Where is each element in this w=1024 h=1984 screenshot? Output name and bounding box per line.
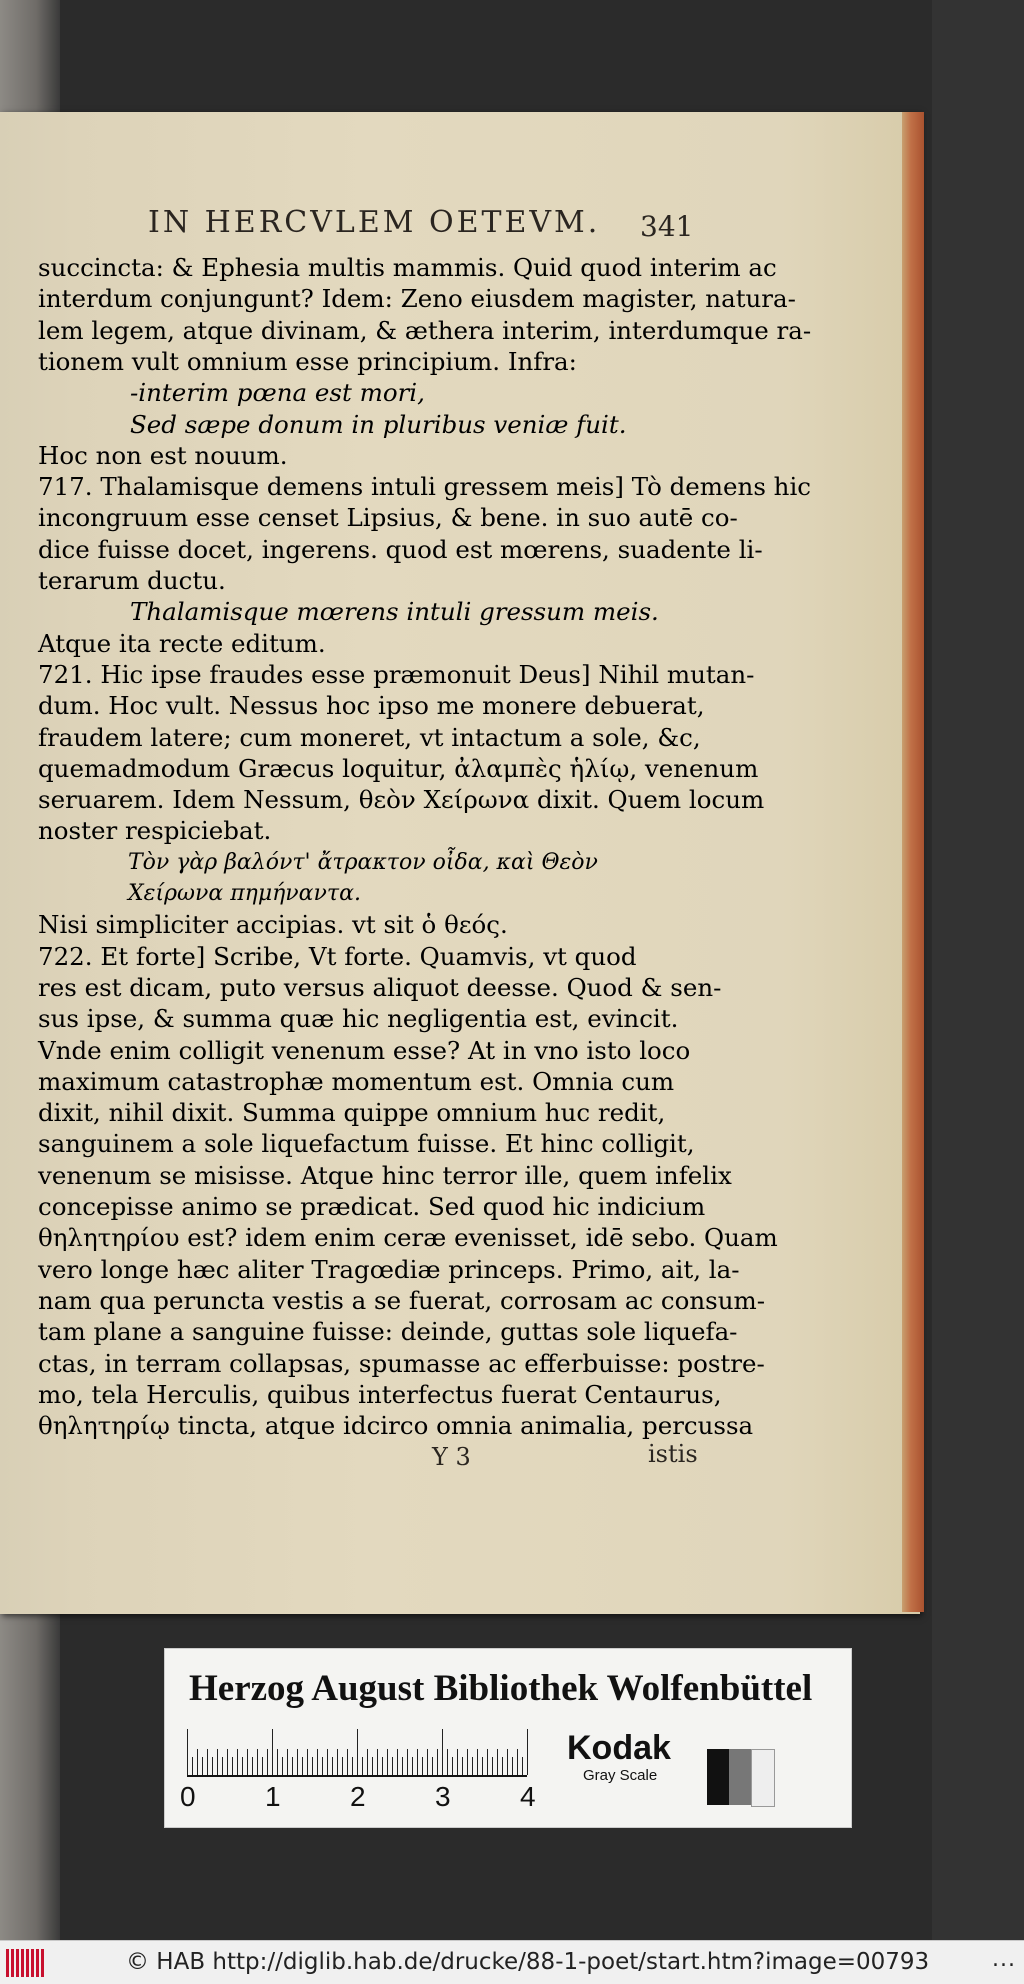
ruler-tick	[267, 1749, 268, 1775]
text-line: noster respiciebat.	[38, 816, 272, 846]
text-line: Atque ita recte editum.	[38, 628, 326, 658]
text-line: sanguinem a sole liquefactum fuisse. Et hinc colligit,	[38, 1129, 695, 1159]
ruler-tick	[217, 1749, 218, 1775]
ruler-tick	[367, 1749, 368, 1775]
ruler-tick	[272, 1729, 273, 1775]
ruler-tick	[432, 1757, 433, 1775]
hab-logo-icon	[6, 1949, 46, 1977]
ruler-tick	[252, 1757, 253, 1775]
measurement-ruler	[187, 1725, 527, 1777]
ruler-tick	[232, 1757, 233, 1775]
text-line: Vnde enim colligit venenum esse? At in vno isto loco	[38, 1035, 691, 1065]
ruler-tick	[247, 1749, 248, 1775]
ruler-tick	[342, 1757, 343, 1775]
ruler-tick	[372, 1757, 373, 1775]
text-line: fraudem latere; cum moneret, vt intactum a sole, &c,	[38, 722, 701, 752]
ruler-tick	[417, 1749, 418, 1775]
ruler-tick	[237, 1749, 238, 1775]
ruler-tick	[327, 1749, 328, 1775]
ruler-tick	[482, 1757, 483, 1775]
text-line: vero longe hæc aliter Tragœdiæ princeps. Primo, ait, la-	[38, 1254, 740, 1284]
ruler-tick	[402, 1757, 403, 1775]
gray-swatch-mid	[729, 1749, 751, 1805]
ruler-tick	[382, 1757, 383, 1775]
text-line: dice fuisse docet, ingerens. quod est mœrens, suadente li-	[38, 534, 763, 564]
ruler-tick	[472, 1757, 473, 1775]
text-line: ctas, in terram collapsas, spumasse ac efferbuisse: postre-	[38, 1348, 765, 1378]
copyright-url-text[interactable]: © HAB http://diglib.hab.de/drucke/88-1-poet/start.htm?image=00793	[126, 1949, 930, 1975]
ruler-tick	[507, 1749, 508, 1775]
text-line: tionem vult omnium esse principium. Infra:	[38, 346, 577, 376]
text-line: 717. Thalamisque demens intuli gressem meis] Tò demens hic	[38, 472, 812, 502]
running-head: IN HERCVLEM OETEVM.	[148, 205, 601, 240]
text-line: dum. Hoc vult. Nessus hoc ipso me monere debuerat,	[38, 691, 705, 721]
text-line: quemadmodum Græcus loquitur, ἀλαμπὲς ἡλίῳ, venenum	[38, 753, 759, 783]
viewer-footer	[0, 1940, 1024, 1984]
ruler-number: 3	[435, 1781, 451, 1812]
ruler-tick	[407, 1749, 408, 1775]
ruler-number: 4	[520, 1781, 536, 1812]
ruler-tick	[287, 1749, 288, 1775]
ruler-tick	[277, 1749, 278, 1775]
ruler-number: 0	[180, 1781, 196, 1812]
ruler-tick	[187, 1729, 188, 1775]
ruler-tick	[222, 1757, 223, 1775]
ruler-tick	[522, 1757, 523, 1775]
ruler-tick	[437, 1749, 438, 1775]
ruler-tick	[462, 1757, 463, 1775]
ruler-tick	[307, 1749, 308, 1775]
scan-background-right	[932, 0, 1024, 1940]
ruler-tick	[292, 1757, 293, 1775]
kodak-logo: Kodak	[567, 1729, 671, 1767]
ruler-tick	[362, 1757, 363, 1775]
text-line: sus ipse, & summa quæ hic negligentia est, evincit.	[38, 1004, 679, 1034]
ruler-tick	[352, 1757, 353, 1775]
text-line: 722. Et forte] Scribe, Vt forte. Quamvis, vt quod	[38, 941, 637, 971]
gray-swatch-black	[707, 1749, 729, 1805]
ruler-tick	[397, 1749, 398, 1775]
text-line: maximum catastrophæ momentum est. Omnia cum	[38, 1066, 675, 1096]
text-line: incongruum esse censet Lipsius, & bene. in suo autē co-	[38, 503, 738, 533]
ruler-number: 2	[350, 1781, 366, 1812]
text-line: venenum se misisse. Atque hinc terror ille, quem infelix	[38, 1160, 732, 1190]
catchword: istis	[648, 1440, 698, 1468]
text-line: dixit, nihil dixit. Summa quippe omnium huc redit,	[38, 1098, 666, 1128]
ruler-tick	[227, 1749, 228, 1775]
text-line: tam plane a sanguine fuisse: deinde, guttas sole liquefa-	[38, 1317, 738, 1347]
ruler-tick	[502, 1757, 503, 1775]
text-line: Χείρωνα πημήναντα.	[128, 881, 361, 906]
ruler-tick	[297, 1749, 298, 1775]
color-calibration-bar	[164, 1648, 852, 1828]
text-line: terarum ductu.	[38, 566, 226, 595]
ruler-tick	[257, 1749, 258, 1775]
text-line: θηλητηρίου est? idem enim ceræ evenisset, idē sebo. Quam	[38, 1223, 778, 1253]
text-line: res est dicam, puto versus aliquot deesse. Quod & sen-	[38, 972, 722, 1002]
ruler-number: 1	[265, 1781, 281, 1812]
ruler-tick	[242, 1757, 243, 1775]
ruler-tick	[512, 1757, 513, 1775]
ruler-tick	[322, 1757, 323, 1775]
text-line: Sed sæpe donum in pluribus veniæ fuit.	[130, 409, 627, 439]
ruler-tick	[202, 1757, 203, 1775]
signature-mark: Y 3	[432, 1443, 471, 1471]
text-line: θηλητηρίῳ tincta, atque idcirco omnia animalia, percussa	[38, 1411, 754, 1441]
ruler-tick	[392, 1757, 393, 1775]
ruler-tick	[487, 1749, 488, 1775]
ruler-tick	[212, 1757, 213, 1775]
ruler-tick	[497, 1749, 498, 1775]
text-line: 721. Hic ipse fraudes esse præmonuit Deus] Nihil mutan-	[38, 659, 755, 689]
ruler-tick	[442, 1729, 443, 1775]
ruler-tick	[262, 1757, 263, 1775]
ruler-tick	[332, 1757, 333, 1775]
text-line: lem legem, atque divinam, & æthera interim, interdumque ra-	[38, 315, 812, 345]
ruler-tick	[312, 1757, 313, 1775]
ruler-tick	[337, 1749, 338, 1775]
ruler-tick	[282, 1757, 283, 1775]
ruler-tick	[422, 1757, 423, 1775]
ruler-tick	[302, 1757, 303, 1775]
ruler-tick	[452, 1757, 453, 1775]
gray-swatch-white	[751, 1749, 775, 1807]
text-line: Nisi simpliciter accipias. vt sit ὁ θεός.	[38, 910, 508, 940]
ruler-tick	[377, 1749, 378, 1775]
text-line: Thalamisque mœrens intuli gressum meis.	[130, 597, 659, 627]
text-line: nam qua perunctа vestis a se fuerat, corrosam ac consum-	[38, 1285, 766, 1315]
page-edge	[902, 112, 924, 1612]
text-line: succincta: & Ephesia multis mammis. Quid quod interim ac	[38, 253, 777, 282]
ruler-tick	[527, 1729, 528, 1775]
library-name: Herzog August Bibliothek Wolfenbüttel	[189, 1668, 813, 1709]
ruler-tick	[477, 1749, 478, 1775]
ruler-tick	[447, 1749, 448, 1775]
text-line: -interim pœna est mori,	[130, 378, 425, 408]
gray-scale-label: Gray Scale	[583, 1767, 658, 1784]
page-number: 341	[640, 210, 694, 243]
ruler-tick	[192, 1757, 193, 1775]
text-line: interdum conjungunt? Idem: Zeno eiusdem magister, natura-	[38, 284, 796, 314]
ruler-tick	[412, 1757, 413, 1775]
ruler-tick	[207, 1749, 208, 1775]
text-line: seruarem. Idem Nessum, θεὸν Χείρωνα dixit. Quem locum	[38, 785, 765, 815]
ruler-tick	[317, 1749, 318, 1775]
text-line: mo, tela Herculis, quibus interfectus fuerat Centaurus,	[38, 1379, 722, 1409]
ruler-tick	[357, 1729, 358, 1775]
text-line: Hoc non est nouum.	[38, 440, 288, 470]
ruler-tick	[517, 1749, 518, 1775]
ruler-tick	[492, 1757, 493, 1775]
ruler-tick	[427, 1749, 428, 1775]
ruler-tick	[347, 1749, 348, 1775]
ruler-tick	[197, 1749, 198, 1775]
more-icon[interactable]: ...	[992, 1947, 1016, 1972]
ruler-tick	[457, 1749, 458, 1775]
ruler-tick	[387, 1749, 388, 1775]
text-line: concepisse animo se prædicat. Sed quod hic indicium	[38, 1192, 706, 1221]
text-line: Τὸν γὰρ βαλόντ' ἄτρακτον οἶδα, καὶ Θεὸν	[128, 849, 598, 875]
ruler-tick	[467, 1749, 468, 1775]
